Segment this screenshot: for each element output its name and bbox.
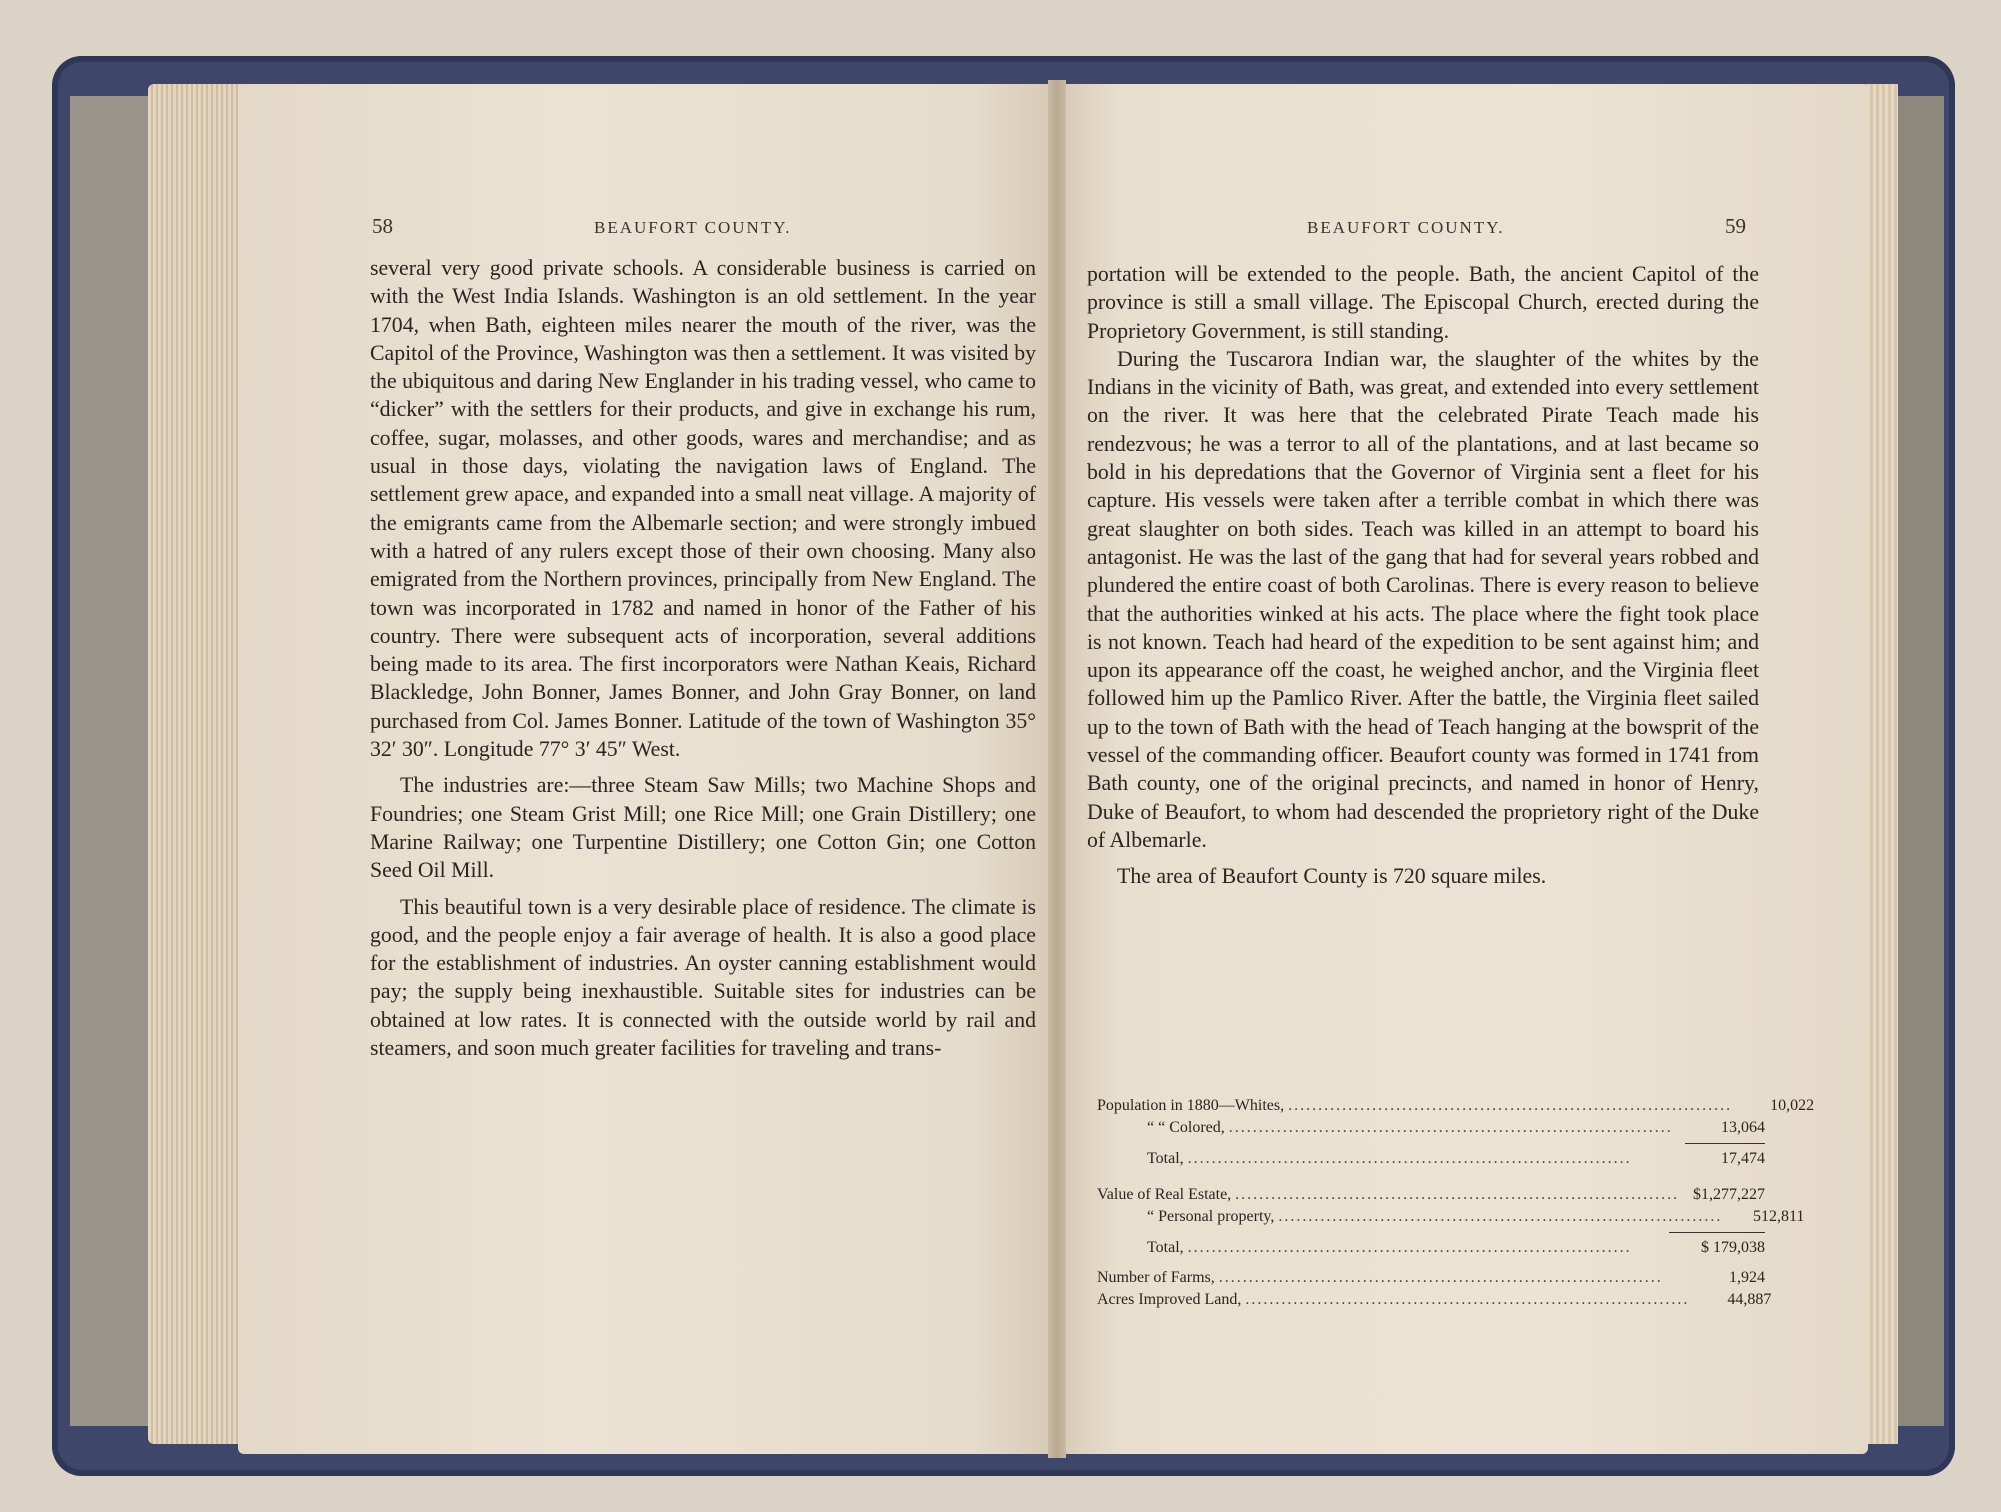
stat-value: $ 179,038 [1701, 1239, 1765, 1256]
book-gutter [1048, 80, 1066, 1458]
right-paragraph: portation will be extended to the people. Bath, the ancient Capitol of the province is still a small village. The Episcopal Church, erected during the Proprietory Government, is still standing. [1087, 262, 1759, 343]
stat-label: Value of Real Estate, [1097, 1186, 1232, 1203]
statistics-table [1097, 1097, 1815, 1313]
stat-label: Acres Improved Land, [1097, 1291, 1242, 1308]
stat-value: $1,277,227 [1693, 1186, 1765, 1203]
dot-leader: .......................................................................... [1235, 1186, 1680, 1203]
stat-row [1097, 1269, 1765, 1291]
dot-leader: .......................................................................... [1288, 1097, 1733, 1114]
right-running-header: BEAUFORT COUNTY. [1307, 218, 1505, 237]
stat-row [1097, 1239, 1765, 1261]
stat-row [1097, 1291, 1772, 1313]
sum-rule [1669, 1232, 1765, 1233]
stat-row [1097, 1208, 1805, 1230]
stat-value: 13,064 [1721, 1119, 1765, 1136]
dot-leader: .......................................................................... [1245, 1291, 1690, 1308]
left-paragraph: The industries are:—three Steam Saw Mills; two Machine Shops and Foundries; one Steam Grist Mill; one Rice Mill; one Grain Distillery; one Marine Railway; one Turpentine Distillery; one Cotton Gin; one Cotton Seed Oil Mill. [370, 773, 1036, 883]
left-paragraph: several very good private schools. A considerable business is carried on with the West India Islands. Washington is an old settlement. In the year 1704, when Bath, eighteen miles nearer the mouth of the river, was the Capitol of the Province, Washington was then a settlement. It was visited by the ubiquitous and daring New Englander in his trading vessel, who came to “dicker” with the settlers for their products, and give in exchange his rum, coffee, sugar, molasses, and other goods, wares and merchandise; and as usual in those days, violating the navigation laws of England. The settlement grew apace, and expanded into a small neat village. A majority of the emigrants came from the Albemarle section; and were strongly imbued with a hatred of any rulers except those of their own choosing. Many also emigrated from the Northern provinces, principally from New England. The town was incorporated in 1782 and named in honor of the Father of his country. There were subsequent acts of incorporation, several additions being made to its area. The first incorporators were Nathan Keais, Richard Blackledge, John Bonner, James Bonner, and John Gray Bonner, on land purchased from Col. James Bonner. Latitude of the town of Washington 35° 32′ 30″. Longitude 77° 3′ 45″ West. [370, 256, 1036, 762]
right-paragraph: The area of Beaufort County is 720 square miles. [1117, 864, 1547, 889]
stat-row [1097, 1186, 1765, 1208]
stat-value: 512,811 [1752, 1208, 1805, 1225]
stat-value: 17,474 [1721, 1150, 1765, 1167]
sum-rule [1685, 1143, 1765, 1144]
left-paragraph: This beautiful town is a very desirable place of residence. The climate is good, and the people enjoy a fair average of health. It is also a good place for the establishment of industries. An oyster canning establishment would pay; the supply being inexhaustible. Suitable sites for industries can be obtained at low rates. It is connected with the outside world by rail and steamers, and soon much greater facilities for traveling and trans- [370, 894, 1036, 1061]
left-page-edges [148, 84, 248, 1444]
right-paragraph: During the Tuscarora Indian war, the slaughter of the whites by the Indians in the vicinity of Bath, was great, and extended into every settlement on the river. It was here that the celebrated Pirate Teach made his rendezvous; he was a terror to all of the plantations, and at last became so bold in his depredations that the Governor of Virginia sent a fleet for his capture. His vessels were taken after a terrible combat in which there was great slaughter on both sides. Teach was killed in an attempt to board his antagonist. He was the last of the gang that had for several years robbed and plundered the entire coast of both Carolinas. There is every reason to believe that the authorities winked at his acts. The place where the fight took place is not known. Teach had heard of the expedition to be sent against him; and upon its appearance off the coast, he weighed anchor, and the Virginia fleet followed him up the Pamlico River. After the battle, the Virginia fleet sailed up to the town of Bath with the head of Teach hanging at the bowsprit of the vessel of the commanding officer. Beaufort county was formed in 1741 from Bath county, one of the original precincts, and named in honor of Henry, Duke of Beaufort, to whom had descended the proprietory right of the Duke of Albemarle. [1087, 346, 1759, 852]
stat-value: 10,022 [1770, 1097, 1815, 1114]
dot-leader: .......................................................................... [1187, 1150, 1632, 1167]
stat-value: 1,924 [1729, 1269, 1765, 1286]
left-page-number: 58 [372, 214, 393, 238]
left-running-header: BEAUFORT COUNTY. [594, 218, 792, 237]
dot-leader: .......................................................................... [1278, 1208, 1723, 1225]
stat-label: Population in 1880—Whites, [1097, 1097, 1285, 1114]
stat-label: “ “ Colored, [1147, 1119, 1225, 1136]
stat-value: 44,887 [1727, 1291, 1772, 1308]
stat-row [1097, 1097, 1815, 1119]
left-endpaper [70, 96, 150, 1426]
stat-label: Number of Farms, [1097, 1269, 1215, 1286]
right-page-body [1087, 260, 1759, 891]
stat-row [1097, 1150, 1765, 1172]
stat-label: Total, [1147, 1150, 1184, 1167]
dot-leader: .......................................................................... [1187, 1239, 1632, 1256]
stat-row [1097, 1119, 1765, 1141]
dot-leader: .......................................................................... [1228, 1119, 1673, 1136]
stat-label: Total, [1147, 1239, 1184, 1256]
right-page-number: 59 [1725, 214, 1746, 238]
left-page-body [370, 254, 1036, 1062]
stat-label: “ Personal property, [1147, 1208, 1275, 1225]
dot-leader: .......................................................................... [1218, 1269, 1663, 1286]
